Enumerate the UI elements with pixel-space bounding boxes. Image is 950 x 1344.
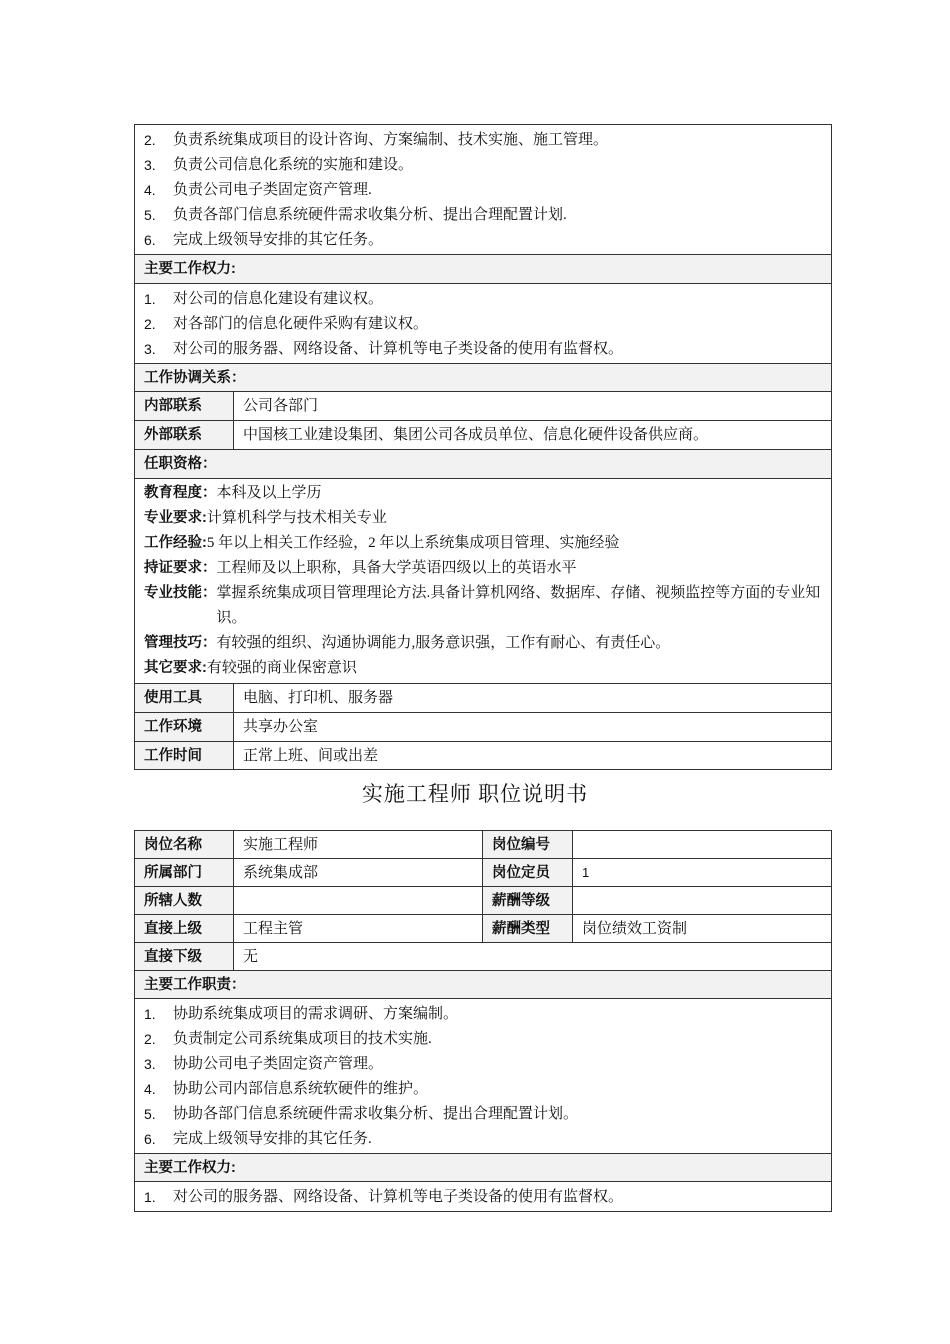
- list-item: 1. 对公司的服务器、网络设备、计算机等电子类设备的使用有监督权。: [144, 1188, 624, 1205]
- qualification-item: 持证要求： 工程师及以上职称，具备大学英语四级以上的英语水平: [144, 560, 577, 576]
- list-item: 2. 负责系统集成项目的设计咨询、方案编制、技术实施、施工管理。: [144, 131, 609, 148]
- external-value: 中国核工业建设集团、集团公司各成员单位、信息化硬件设备供应商。: [234, 421, 832, 450]
- external-label: 外部联系: [135, 421, 234, 450]
- list-item: 1. 协助系统集成项目的需求调研、方案编制。: [144, 1005, 459, 1022]
- qualification-item: 教育程度： 本科及以上学历: [144, 485, 322, 501]
- environment-label: 工作环境: [135, 713, 234, 742]
- subordinate-count-value: [234, 887, 483, 915]
- qualification-item: 工作经验: 5 年以上相关工作经验，2 年以上系统集成项目管理、实施经验: [144, 535, 620, 551]
- list-item: 5. 负责各部门信息系统硬件需求收集分析、提出合理配置计划.: [144, 206, 567, 223]
- qualification-item: 专业要求: 计算机科学与技术相关专业: [144, 510, 387, 526]
- headcount-value: 1: [573, 859, 832, 887]
- list-item: 4. 协助公司内部信息系统软硬件的维护。: [144, 1080, 429, 1097]
- internal-value: 公司各部门: [234, 392, 832, 421]
- qualification-item: 管理技巧： 有较强的组织、沟通协调能力,服务意识强，工作有耐心、有责任心。: [144, 635, 671, 651]
- qualifications-header: 任职资格：: [135, 450, 832, 479]
- list-item: 2. 负责制定公司系统集成项目的技术实施.: [144, 1030, 432, 1047]
- internal-label: 内部联系: [135, 392, 234, 421]
- relations-header: 工作协调关系：: [135, 364, 832, 392]
- work-time-value: 正常上班、间或出差: [234, 742, 832, 770]
- department-label: 所属部门: [135, 859, 234, 887]
- headcount-label: 岗位定员: [483, 859, 573, 887]
- duties-header: 主要工作职责：: [135, 971, 832, 999]
- tools-value: 电脑、打印机、服务器: [234, 684, 832, 713]
- job-description-table-1: [134, 124, 832, 770]
- post-number-label: 岗位编号: [483, 831, 573, 859]
- post-name-label: 岗位名称: [135, 831, 234, 859]
- powers-list: [135, 1182, 832, 1212]
- qualification-item: 其它要求: 有较强的商业保密意识: [144, 660, 357, 676]
- list-item: 3. 协助公司电子类固定资产管理。: [144, 1055, 384, 1072]
- tools-label: 使用工具: [135, 684, 234, 713]
- list-item: 6. 完成上级领导安排的其它任务。: [144, 231, 384, 248]
- salary-grade-value: [573, 887, 832, 915]
- list-item: 4. 负责公司电子类固定资产管理.: [144, 181, 372, 198]
- subordinate-count-label: 所辖人数: [135, 887, 234, 915]
- powers-header: 主要工作权力:: [135, 255, 832, 284]
- powers-header: 主要工作权力:: [135, 1154, 832, 1182]
- salary-type-value: 岗位绩效工资制: [573, 915, 832, 943]
- job-description-table-2: [134, 830, 832, 1212]
- list-item: 6. 完成上级领导安排的其它任务.: [144, 1130, 372, 1147]
- superior-value: 工程主管: [234, 915, 483, 943]
- subordinate-label: 直接下级: [135, 943, 234, 971]
- post-name-value: 实施工程师: [234, 831, 483, 859]
- page-title: 实施工程师 职位说明书: [361, 782, 589, 806]
- environment-value: 共享办公室: [234, 713, 832, 742]
- list-item: 2. 对各部门的信息化硬件采购有建议权。: [144, 315, 429, 332]
- subordinate-value: 无: [234, 943, 832, 971]
- duties-list: [135, 125, 832, 255]
- salary-type-label: 薪酬类型: [483, 915, 573, 943]
- list-item: 1. 对公司的信息化建设有建议权。: [144, 290, 384, 307]
- list-item: 5. 协助各部门信息系统硬件需求收集分析、提出合理配置计划。: [144, 1105, 579, 1122]
- work-time-label: 工作时间: [135, 742, 234, 770]
- qualification-item: 专业技能： 掌握系统集成项目管理理论方法.具备计算机网络、数据库、存储、视频监控等方面的专业知识。: [144, 585, 821, 626]
- salary-grade-label: 薪酬等级: [483, 887, 573, 915]
- duties-row: [135, 125, 832, 255]
- powers-list: [135, 284, 832, 364]
- duties-list: [135, 999, 832, 1154]
- qualifications-list: [135, 479, 832, 684]
- list-item: 3. 负责公司信息化系统的实施和建设。: [144, 156, 414, 173]
- superior-label: 直接上级: [135, 915, 234, 943]
- list-item: 3. 对公司的服务器、网络设备、计算机等电子类设备的使用有监督权。: [144, 340, 624, 357]
- department-value: 系统集成部: [234, 859, 483, 887]
- post-number-value: [573, 831, 832, 859]
